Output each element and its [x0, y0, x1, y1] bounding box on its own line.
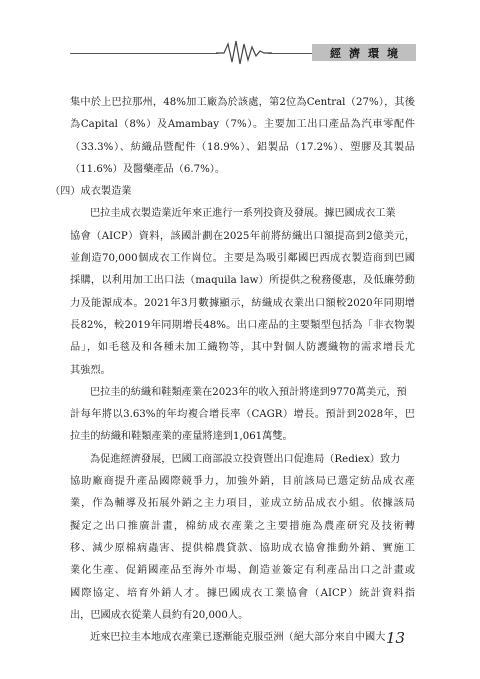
- text-line: 為促進經濟發展，巴國工商部設立投資暨出口促進局（Rediex）致力: [90, 453, 401, 465]
- text-line: 計每年將以3.63%的年均複合增長率（CAGR）增長。預計到2028年，巴: [70, 409, 415, 421]
- text-line: 出，巴國成衣從業人員約有20,000人。: [70, 609, 249, 621]
- text-line: 巴拉圭成衣製造業近年來正進行一系列投資及發展。據巴國成衣工業: [90, 208, 396, 220]
- text-line: 協助廠商提升產品國際競爭力，加強外銷，目前該局已選定紡品成衣產: [70, 476, 415, 488]
- section-heading: （四）成衣製造業: [50, 186, 132, 198]
- text-line: 為Capital（8%）及Amambay（7%）。主要加工出口產品為汽車零配件: [70, 119, 415, 131]
- page-number: 13: [386, 629, 406, 647]
- text-line: 國際協定、培育外銷人才。據巴國成衣工業協會（AICP）統計資料指: [70, 587, 415, 599]
- body-text: [50, 92, 415, 649]
- header-rule-left: [70, 53, 218, 54]
- text-line: 力及能源成本。2021年3月數據顯示，紡織成衣業出口額較2020年同期增: [70, 297, 415, 309]
- text-line: 業化生產、促銷國產品至海外市場、創造並簽定有利產品出口之計畫或: [70, 565, 415, 577]
- text-line: 並創造70,000個成衣工作崗位。主要是為吸引鄰國巴西成衣製造商到巴國: [70, 253, 415, 265]
- text-line: 近來巴拉圭本地成衣產業已逐漸能克服亞洲（絕大部分來自中國大: [90, 632, 386, 644]
- header-title-box: [312, 44, 416, 61]
- header-rule-right: [268, 53, 312, 54]
- header-wave-ornament: [216, 38, 272, 66]
- text-line: 集中於上巴拉那州，48%加工廠為於該處，第2位為Central（27%），其後: [70, 97, 415, 108]
- text-line: 業，作為輔導及拓展外銷之主力項目，並成立紡品成衣小組。依據該局: [70, 498, 415, 510]
- text-line: 協會（AICP）資料，該國計劃在2025年前將紡織出口額提高到2億美元，: [70, 230, 415, 242]
- text-line: （33.3%）、紡織品暨配件（18.9%）、鋁製品（17.2%）、塑膠及其製品: [70, 141, 415, 153]
- text-line: （11.6%）及醫藥產品（6.7%）。: [70, 163, 226, 175]
- text-line: 移、減少原棉病蟲害、提供棉農貸款、協助成衣協會推動外銷、實施工: [70, 542, 415, 554]
- text-line: 其強烈。: [70, 364, 111, 376]
- text-line: 品」，如毛毯及和各種未加工織物等，其中對個人防護織物的需求增長尤: [70, 342, 415, 354]
- text-line: 巴拉圭的紡織和鞋類產業在2023年的收入預計將達到9770萬美元，預: [90, 386, 407, 398]
- text-line: 長82%，較2019年同期增長48%。出口產品的主要類型包括為「非衣物製: [70, 319, 415, 331]
- section-title: 經濟環境: [330, 46, 406, 60]
- text-line: 採購，以利用加工出口法（maquila law）所提供之稅務優惠，及低廉勞動: [70, 275, 415, 287]
- text-line: 拉圭的紡織和鞋類產業的產量將達到1,061萬雙。: [70, 431, 293, 443]
- text-line: 擬定之出口推廣計畫，棉紡成衣產業之主要措施為農產研究及技術轉: [70, 520, 415, 532]
